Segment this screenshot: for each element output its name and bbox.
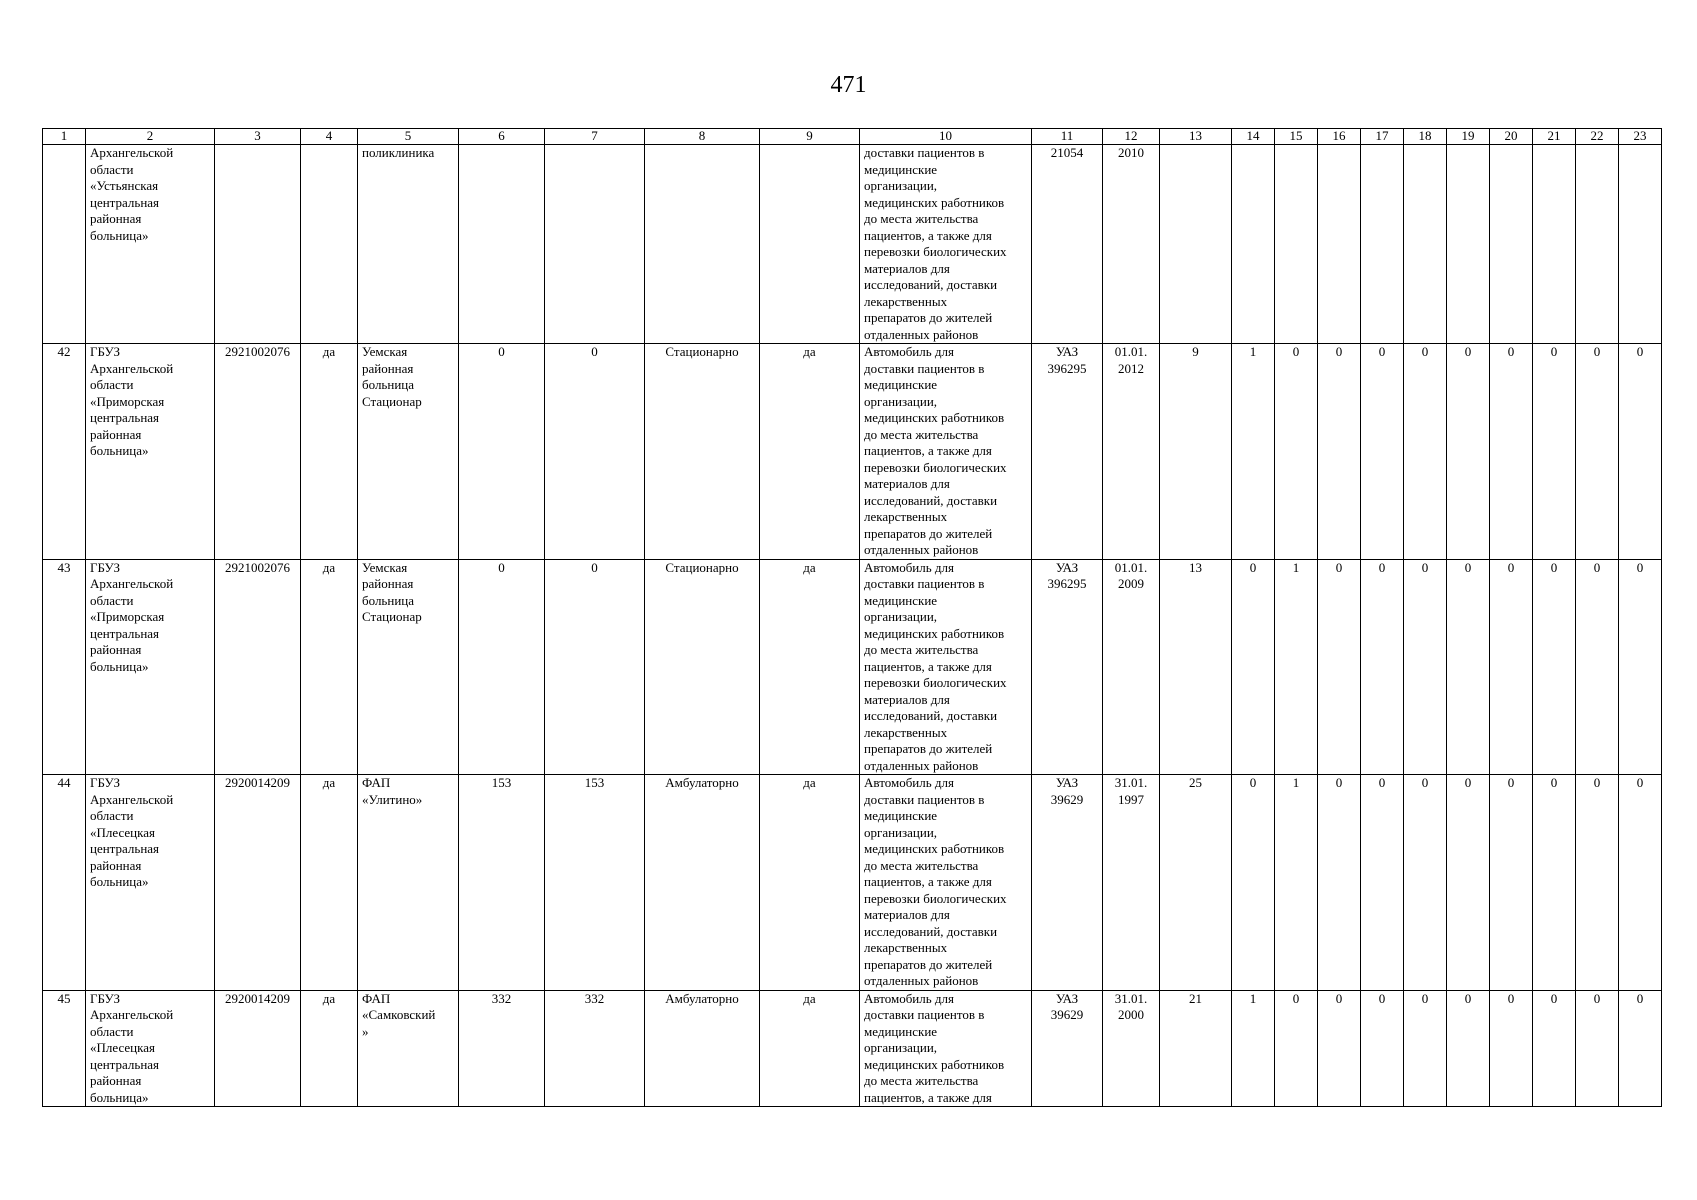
column-header-16: 16 <box>1318 129 1361 145</box>
cell-col-11 <box>1032 559 1103 775</box>
cell-col-21 <box>1533 145 1576 344</box>
cell-col-23 <box>1619 145 1662 344</box>
cell-col-7 <box>545 990 645 1107</box>
cell-text: 2921002076 <box>225 559 290 575</box>
cell-col-5 <box>358 559 459 775</box>
cell-text: Автомобиль для доставки пациентов в медицинские организации, медицинских работников до места жительства пациентов, а также для перевозки биологических материалов для исследований, доставки лекарственных препаратов до жителей отдаленных районов <box>864 344 1007 557</box>
column-header-14: 14 <box>1232 129 1275 145</box>
cell-text: УАЗ 39629 <box>1050 775 1084 807</box>
cell-text: 13 <box>1189 559 1202 575</box>
cell-text: 0 <box>1464 559 1472 575</box>
cell-text: 0 <box>1378 344 1386 359</box>
column-header-20: 20 <box>1490 129 1533 145</box>
cell-text: 0 <box>1335 559 1343 575</box>
cell-col-14 <box>1232 344 1275 560</box>
cell-text: 0 <box>1636 344 1644 359</box>
cell-col-1 <box>43 990 86 1107</box>
cell-col-12 <box>1103 145 1160 344</box>
cell-text: Архангельской области «Устьянская центральная районная больница» <box>90 145 174 243</box>
cell-text: Уемская районная больница Стационар <box>362 559 422 624</box>
table-row <box>43 344 1662 560</box>
column-header-2: 2 <box>86 129 215 145</box>
cell-text: 31.01. 2000 <box>1114 990 1148 1022</box>
cell-text: УАЗ 396295 <box>1047 559 1087 591</box>
column-header-18: 18 <box>1404 129 1447 145</box>
cell-col-7 <box>545 145 645 344</box>
cell-col-8 <box>645 145 760 344</box>
cell-text: УАЗ 39629 <box>1050 990 1084 1022</box>
cell-col-15 <box>1275 559 1318 775</box>
cell-col-9 <box>760 559 860 775</box>
cell-text: Автомобиль для доставки пациентов в медицинские организации, медицинских работников до места жительства пациентов, а также для перевозки биологических материалов для исследований, доставки лекарственных препаратов до жителей отдаленных районов <box>864 559 1007 773</box>
cell-col-2 <box>86 559 215 775</box>
cell-col-23 <box>1619 775 1662 991</box>
cell-col-15 <box>1275 990 1318 1107</box>
cell-col-12 <box>1103 344 1160 560</box>
header-row <box>43 129 1662 145</box>
cell-text: 0 <box>1421 559 1429 575</box>
cell-col-17 <box>1361 775 1404 991</box>
column-header-15: 15 <box>1275 129 1318 145</box>
cell-text: 1 <box>1292 559 1300 575</box>
cell-col-2 <box>86 775 215 991</box>
cell-col-10 <box>860 145 1032 344</box>
cell-col-6 <box>459 775 545 991</box>
cell-col-3 <box>215 559 301 775</box>
cell-col-16 <box>1318 775 1361 991</box>
cell-col-17 <box>1361 559 1404 775</box>
cell-text: Автомобиль для доставки пациентов в медицинские организации, медицинских работников до места жительства пациентов, а также для <box>864 990 1005 1105</box>
column-header-21: 21 <box>1533 129 1576 145</box>
cell-col-23 <box>1619 344 1662 560</box>
cell-col-21 <box>1533 344 1576 560</box>
column-header-8: 8 <box>645 129 760 145</box>
cell-col-16 <box>1318 990 1361 1107</box>
cell-text: 21 <box>1189 990 1202 1006</box>
column-header-13: 13 <box>1160 129 1232 145</box>
cell-text: 153 <box>584 775 605 790</box>
cell-col-19 <box>1447 344 1490 560</box>
cell-col-18 <box>1404 145 1447 344</box>
cell-col-13 <box>1160 559 1232 775</box>
cell-text: Амбулаторно <box>665 990 739 1006</box>
data-table <box>42 128 1662 1107</box>
cell-col-23 <box>1619 990 1662 1107</box>
cell-text: 0 <box>1593 990 1601 1006</box>
cell-text: 0 <box>1550 775 1558 790</box>
cell-text: 0 <box>1292 990 1300 1006</box>
cell-col-21 <box>1533 990 1576 1107</box>
cell-text: 31.01. 1997 <box>1114 775 1148 807</box>
cell-text: 2920014209 <box>225 775 290 790</box>
page-number: 471 <box>830 72 867 98</box>
cell-col-11 <box>1032 775 1103 991</box>
cell-col-1 <box>43 344 86 560</box>
cell-text: 0 <box>1507 344 1515 359</box>
cell-col-11 <box>1032 344 1103 560</box>
cell-text: 0 <box>1550 990 1558 1006</box>
cell-col-13 <box>1160 990 1232 1107</box>
cell-text: ГБУЗ Архангельской области «Приморская центральная районная больница» <box>90 559 174 674</box>
cell-text: 0 <box>591 344 598 359</box>
cell-text: 2920014209 <box>225 990 290 1006</box>
cell-col-22 <box>1576 145 1619 344</box>
column-header-23: 23 <box>1619 129 1662 145</box>
cell-text: да <box>322 775 336 790</box>
cell-text: 0 <box>1464 990 1472 1006</box>
cell-col-12 <box>1103 775 1160 991</box>
cell-col-3 <box>215 775 301 991</box>
cell-text: 0 <box>1550 559 1558 575</box>
cell-text: 2921002076 <box>225 344 290 359</box>
cell-col-3 <box>215 145 301 344</box>
cell-text: 0 <box>1464 344 1472 359</box>
cell-text: 0 <box>1593 775 1601 790</box>
cell-text: 0 <box>1335 990 1343 1006</box>
cell-col-1 <box>43 559 86 775</box>
cell-text: 43 <box>57 559 71 575</box>
cell-col-17 <box>1361 344 1404 560</box>
cell-col-12 <box>1103 990 1160 1107</box>
cell-col-7 <box>545 559 645 775</box>
cell-col-18 <box>1404 559 1447 775</box>
column-header-10: 10 <box>860 129 1032 145</box>
cell-text: да <box>322 559 336 575</box>
cell-text: ФАП «Самковский » <box>362 990 436 1039</box>
cell-text: 42 <box>57 344 71 359</box>
cell-col-20 <box>1490 344 1533 560</box>
cell-col-1 <box>43 145 86 344</box>
cell-text: 0 <box>1507 559 1515 575</box>
cell-text: 0 <box>1335 775 1343 790</box>
cell-col-4 <box>301 145 358 344</box>
column-header-11: 11 <box>1032 129 1103 145</box>
cell-text: 0 <box>1421 990 1429 1006</box>
cell-text: УАЗ 396295 <box>1047 344 1087 376</box>
cell-col-21 <box>1533 559 1576 775</box>
cell-text: 45 <box>57 990 71 1006</box>
cell-text: 0 <box>1421 344 1429 359</box>
cell-text: 2010 <box>1118 145 1144 160</box>
cell-col-19 <box>1447 559 1490 775</box>
cell-text: да <box>803 559 816 575</box>
cell-col-11 <box>1032 990 1103 1107</box>
cell-text: 153 <box>491 775 512 790</box>
cell-col-14 <box>1232 145 1275 344</box>
cell-text: доставки пациентов в медицинские организации, медицинских работников до места жительства пациентов, а также для перевозки биологических материалов для исследований, доставки лекарственных препаратов до жителей отдаленных районов <box>864 145 1007 342</box>
cell-text: 0 <box>498 559 505 575</box>
cell-col-16 <box>1318 559 1361 775</box>
cell-text: поликлиника <box>362 145 435 160</box>
cell-col-14 <box>1232 775 1275 991</box>
cell-text: ГБУЗ Архангельской области «Плесецкая центральная районная больница» <box>90 775 174 889</box>
cell-col-7 <box>545 775 645 991</box>
cell-col-1 <box>43 775 86 991</box>
cell-text: 0 <box>1507 990 1515 1006</box>
column-header-17: 17 <box>1361 129 1404 145</box>
cell-col-10 <box>860 559 1032 775</box>
cell-text: 0 <box>1507 775 1515 790</box>
column-header-4: 4 <box>301 129 358 145</box>
cell-col-5 <box>358 145 459 344</box>
cell-text: да <box>803 775 816 790</box>
cell-text: 1 <box>1292 775 1300 790</box>
cell-text: 0 <box>591 559 598 575</box>
cell-text: ГБУЗ Архангельской области «Плесецкая центральная районная больница» <box>90 990 174 1105</box>
column-header-12: 12 <box>1103 129 1160 145</box>
cell-col-5 <box>358 775 459 991</box>
cell-text: ГБУЗ Архангельской области «Приморская центральная районная больница» <box>90 344 174 458</box>
cell-text: 9 <box>1192 344 1199 359</box>
cell-col-11 <box>1032 145 1103 344</box>
cell-col-7 <box>545 344 645 560</box>
column-header-3: 3 <box>215 129 301 145</box>
cell-col-19 <box>1447 990 1490 1107</box>
cell-col-18 <box>1404 990 1447 1107</box>
cell-col-13 <box>1160 344 1232 560</box>
cell-text: 0 <box>1421 775 1429 790</box>
cell-text: 44 <box>57 775 71 790</box>
cell-col-14 <box>1232 990 1275 1107</box>
cell-col-8 <box>645 990 760 1107</box>
cell-text: 21054 <box>1050 145 1084 160</box>
cell-text: Уемская районная больница Стационар <box>362 344 422 409</box>
cell-text: 0 <box>1636 990 1644 1006</box>
cell-text: 0 <box>1378 775 1386 790</box>
cell-col-19 <box>1447 145 1490 344</box>
column-header-7: 7 <box>545 129 645 145</box>
cell-col-8 <box>645 559 760 775</box>
cell-text: 0 <box>1550 344 1558 359</box>
column-header-9: 9 <box>760 129 860 145</box>
cell-text: 01.01. 2012 <box>1114 344 1148 376</box>
cell-col-15 <box>1275 145 1318 344</box>
cell-text: ФАП «Улитино» <box>362 775 423 807</box>
cell-col-13 <box>1160 775 1232 991</box>
cell-col-9 <box>760 344 860 560</box>
cell-col-6 <box>459 559 545 775</box>
cell-col-22 <box>1576 775 1619 991</box>
cell-col-18 <box>1404 344 1447 560</box>
cell-text: 0 <box>1378 559 1386 575</box>
cell-text: 0 <box>1636 559 1644 575</box>
cell-col-19 <box>1447 775 1490 991</box>
cell-text: 25 <box>1189 775 1202 790</box>
cell-col-3 <box>215 344 301 560</box>
cell-text: 0 <box>1378 990 1386 1006</box>
cell-text: 332 <box>584 990 605 1006</box>
cell-text: 0 <box>1335 344 1343 359</box>
cell-col-22 <box>1576 990 1619 1107</box>
cell-col-17 <box>1361 145 1404 344</box>
cell-col-23 <box>1619 559 1662 775</box>
table-row <box>43 145 1662 344</box>
column-header-5: 5 <box>358 129 459 145</box>
column-header-1: 1 <box>43 129 86 145</box>
cell-text: да <box>803 344 816 359</box>
cell-col-22 <box>1576 344 1619 560</box>
cell-col-4 <box>301 990 358 1107</box>
cell-text: 01.01. 2009 <box>1114 559 1148 591</box>
cell-text: 0 <box>1593 344 1601 359</box>
cell-col-15 <box>1275 344 1318 560</box>
cell-col-2 <box>86 145 215 344</box>
cell-col-21 <box>1533 775 1576 991</box>
cell-col-15 <box>1275 775 1318 991</box>
cell-text: 332 <box>491 990 512 1006</box>
cell-col-20 <box>1490 775 1533 991</box>
cell-col-2 <box>86 990 215 1107</box>
column-header-6: 6 <box>459 129 545 145</box>
cell-col-2 <box>86 344 215 560</box>
cell-col-20 <box>1490 559 1533 775</box>
cell-text: да <box>803 990 816 1006</box>
cell-text: 0 <box>1249 559 1257 575</box>
cell-col-8 <box>645 775 760 991</box>
cell-col-4 <box>301 775 358 991</box>
cell-col-6 <box>459 990 545 1107</box>
cell-text: да <box>322 990 336 1006</box>
table-row <box>43 775 1662 991</box>
cell-text: Стационарно <box>665 344 739 359</box>
cell-col-10 <box>860 344 1032 560</box>
cell-col-18 <box>1404 775 1447 991</box>
cell-col-4 <box>301 344 358 560</box>
cell-col-6 <box>459 145 545 344</box>
cell-col-3 <box>215 990 301 1107</box>
cell-col-22 <box>1576 559 1619 775</box>
cell-col-5 <box>358 990 459 1107</box>
cell-col-14 <box>1232 559 1275 775</box>
column-header-22: 22 <box>1576 129 1619 145</box>
cell-text: Стационарно <box>665 559 739 575</box>
table-row <box>43 990 1662 1107</box>
cell-text: Автомобиль для доставки пациентов в медицинские организации, медицинских работников до места жительства пациентов, а также для перевозки биологических материалов для исследований, доставки лекарственных препаратов до жителей отдаленных районов <box>864 775 1007 988</box>
cell-col-20 <box>1490 990 1533 1107</box>
cell-col-6 <box>459 344 545 560</box>
cell-col-8 <box>645 344 760 560</box>
cell-text: 0 <box>498 344 505 359</box>
cell-text: 0 <box>1292 344 1300 359</box>
cell-col-16 <box>1318 145 1361 344</box>
cell-text: 0 <box>1593 559 1601 575</box>
cell-col-12 <box>1103 559 1160 775</box>
cell-text: Амбулаторно <box>665 775 739 790</box>
cell-text: 0 <box>1249 775 1257 790</box>
cell-col-13 <box>1160 145 1232 344</box>
cell-col-9 <box>760 990 860 1107</box>
cell-col-9 <box>760 775 860 991</box>
table-row <box>43 559 1662 775</box>
cell-text: 1 <box>1249 344 1257 359</box>
cell-text: да <box>322 344 336 359</box>
cell-col-10 <box>860 775 1032 991</box>
cell-col-10 <box>860 990 1032 1107</box>
cell-col-16 <box>1318 344 1361 560</box>
cell-col-20 <box>1490 145 1533 344</box>
cell-text: 1 <box>1249 990 1257 1006</box>
cell-col-5 <box>358 344 459 560</box>
column-header-19: 19 <box>1447 129 1490 145</box>
cell-col-4 <box>301 559 358 775</box>
cell-col-17 <box>1361 990 1404 1107</box>
cell-col-9 <box>760 145 860 344</box>
cell-text: 0 <box>1464 775 1472 790</box>
cell-text: 0 <box>1636 775 1644 790</box>
